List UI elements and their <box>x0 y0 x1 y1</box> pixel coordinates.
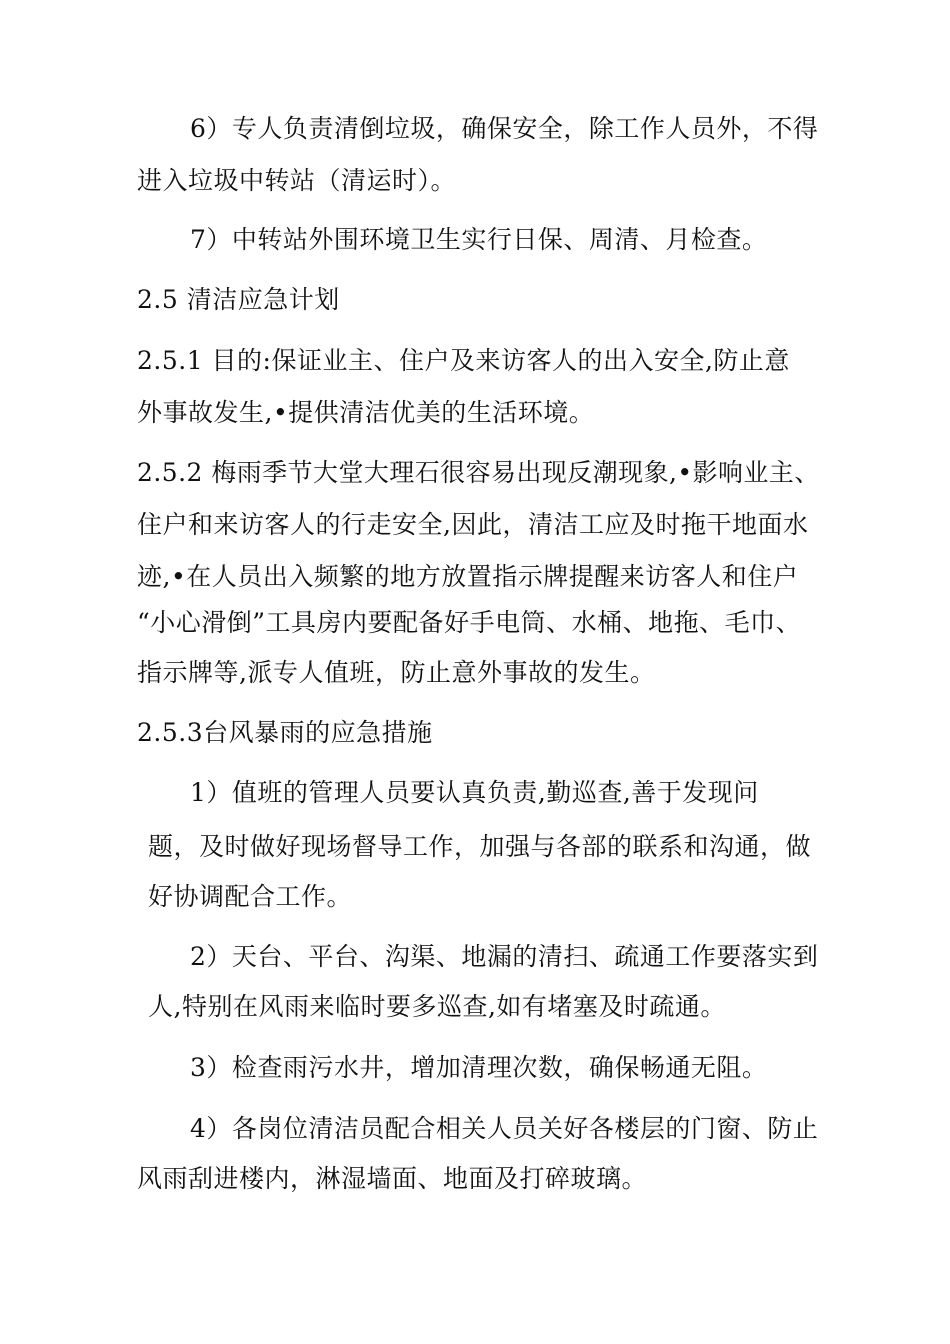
text-line-14: 题，及时做好现场督导工作，加强与各部的联系和沟通，做 <box>148 832 812 861</box>
text-line-11: 指示牌等,派专人值班，防止意外事故的发生。 <box>137 658 656 687</box>
text-line-1: 6）专人负责清倒垃圾，确保安全，除工作人员外，不得 <box>190 114 819 143</box>
text-line-9: 迹,•在人员出入频繁的地方放置指示牌提醒来访客人和住户 <box>137 562 799 591</box>
text-line-2: 进入垃圾中转站（清运时）。 <box>137 166 457 195</box>
text-line-15: 好协调配合工作。 <box>148 882 353 911</box>
text-line-5: 2.5.1 目的:保证业主、住户及来访客人的出入安全,防止意 <box>137 346 790 375</box>
text-line-3: 7）中转站外围环境卫生实行日保、周清、月检查。 <box>190 225 768 254</box>
text-line-17: 人,特别在风雨来临时要多巡查,如有堵塞及时疏通。 <box>148 992 726 1021</box>
text-line-13: 1）值班的管理人员要认真负责,勤巡查,善于发现问 <box>190 778 759 807</box>
text-line-10: “小心滑倒”工具房内要配备好手电筒、水桶、地拖、毛巾、 <box>137 608 802 637</box>
text-line-20: 风雨刮进楼内，淋湿墙面、地面及打碎玻璃。 <box>137 1164 648 1193</box>
text-line-19: 4）各岗位清洁员配合相关人员关好各楼层的门窗、防止 <box>190 1114 819 1143</box>
text-line-18: 3）检查雨污水井，增加清理次数，确保畅通无阻。 <box>190 1053 768 1082</box>
text-line-8: 住户和来访客人的行走安全,因此，清洁工应及时拖干地面水 <box>137 510 809 539</box>
text-line-6: 外事故发生,•提供清洁优美的生活环境。 <box>137 398 595 427</box>
text-line-16: 2）天台、平台、沟渠、地漏的清扫、疏通工作要落实到 <box>190 942 819 971</box>
section-heading-2-5: 2.5 清洁应急计划 <box>137 285 340 314</box>
text-line-7: 2.5.2 梅雨季节大堂大理石很容易出现反潮现象,•影响业主、 <box>137 458 820 487</box>
section-heading-2-5-3: 2.5.3台风暴雨的应急措施 <box>137 718 433 747</box>
